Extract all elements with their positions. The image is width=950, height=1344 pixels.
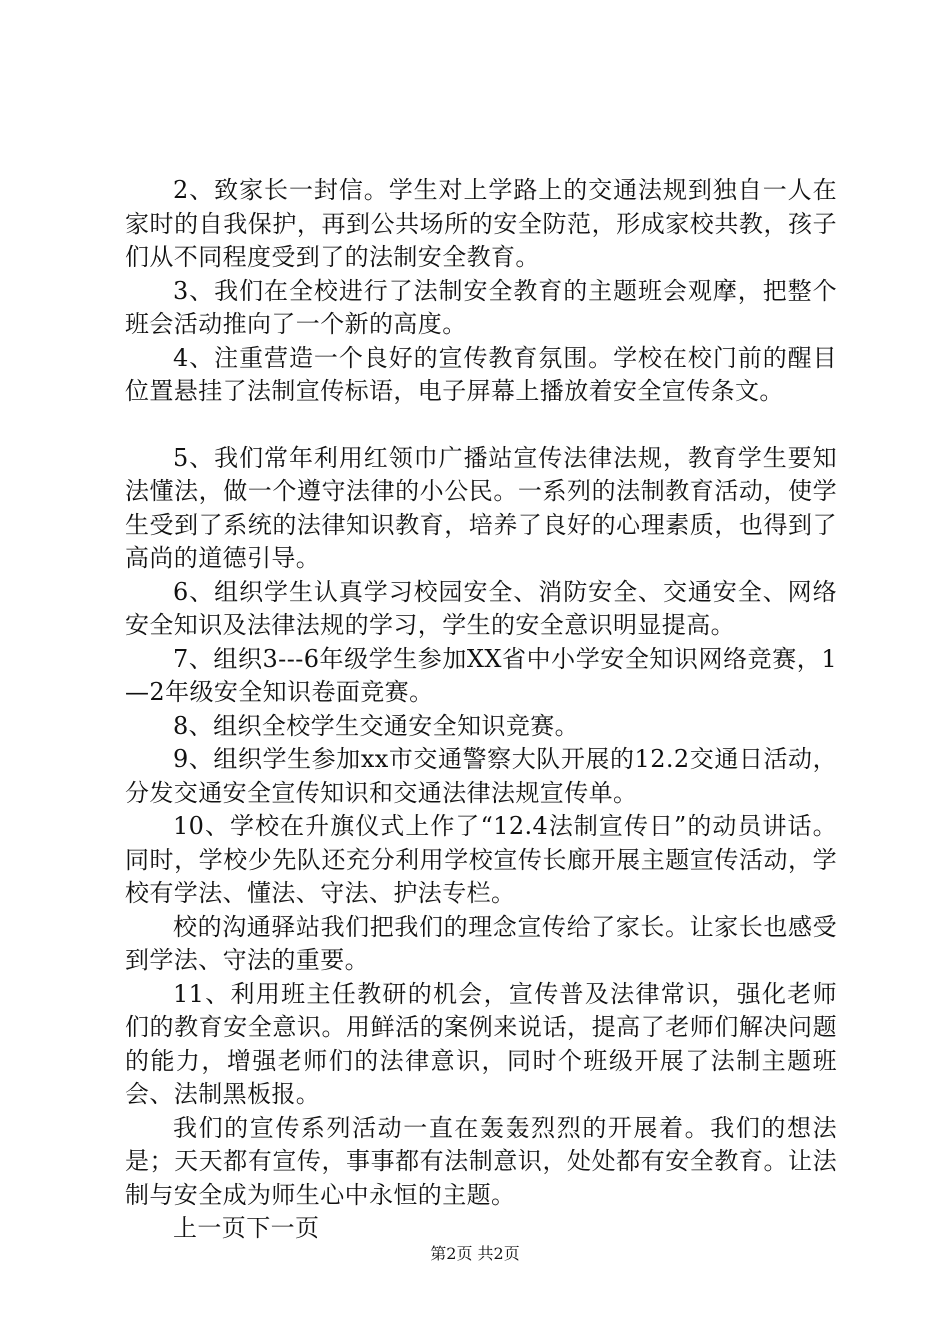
document-body	[125, 174, 837, 1246]
paragraph-parent-communication: 校的沟通驿站我们把我们的理念宣传给了家长。让家长也感受到学法、守法的重要。	[125, 912, 837, 974]
paragraph-5-radio-station: 5、我们常年利用红领巾广播站宣传法律法规，教育学生要知法懂法，做一个遵守法律的小公民。一系列的法制教育活动，使学生受到了系统的法律知识教育，培养了良好的心理素质，也得到了高尚的道德引导。	[125, 443, 837, 572]
paragraph-7-knowledge-contest: 7、组织3---6年级学生参加XX省中小学安全知识网络竞赛，1—2年级安全知识卷面竞赛。	[125, 644, 837, 706]
paragraph-2-letter-to-parents: 2、致家长一封信。学生对上学路上的交通法规到独自一人在家时的自我保护，再到公共场所的安全防范，形成家校共教，孩子们从不同程度受到了的法制安全教育。	[125, 176, 837, 271]
paragraph-8-traffic-contest: 8、组织全校学生交通安全知识竞赛。	[173, 711, 580, 740]
paragraph-11-teacher-training: 11、利用班主任教研的机会，宣传普及法律常识，强化老师们的教育安全意识。用鲜活的案例来说话，提高了老师们解决问题的能力，增强老师们的法律意识，同时个班级开展了法制主题班会、法制黑板报。	[125, 979, 837, 1108]
page-number-footer: 第2页 共2页	[430, 1244, 520, 1263]
paragraph-10-flag-ceremony: 10、学校在升旗仪式上作了“12.4法制宣传日”的动员讲话。同时，学校少先队还充分利用学校宣传长廊开展主题宣传活动，学校有学法、懂法、守法、护法专栏。	[125, 812, 837, 907]
page-navigation	[125, 1212, 837, 1246]
prev-page-link[interactable]: 上一页	[173, 1214, 247, 1242]
paragraph-conclusion: 我们的宣传系列活动一直在轰轰烈烈的开展着。我们的想法是；天天都有宣传，事事都有法制意识，处处都有安全教育。让法制与安全成为师生心中永恒的主题。	[125, 1113, 837, 1209]
paragraph-6-safety-study: 6、组织学生认真学习校园安全、消防安全、交通安全、网络安全知识及法律法规的学习，学生的安全意识明显提高。	[125, 577, 837, 639]
paragraph-4-publicity-atmosphere: 4、注重营造一个良好的宣传教育氛围。学校在校门前的醒目位置悬挂了法制宣传标语，电子屏幕上播放着安全宣传条文。	[125, 343, 837, 405]
paragraph-3-theme-class-meeting: 3、我们在全校进行了法制安全教育的主题班会观摩，把整个班会活动推向了一个新的高度。	[125, 276, 837, 338]
paragraph-9-traffic-day: 9、组织学生参加xx市交通警察大队开展的12.2交通日活动，分发交通安全宣传知识和交通法律法规宣传单。	[125, 745, 837, 807]
next-page-link[interactable]: 下一页	[246, 1214, 320, 1242]
